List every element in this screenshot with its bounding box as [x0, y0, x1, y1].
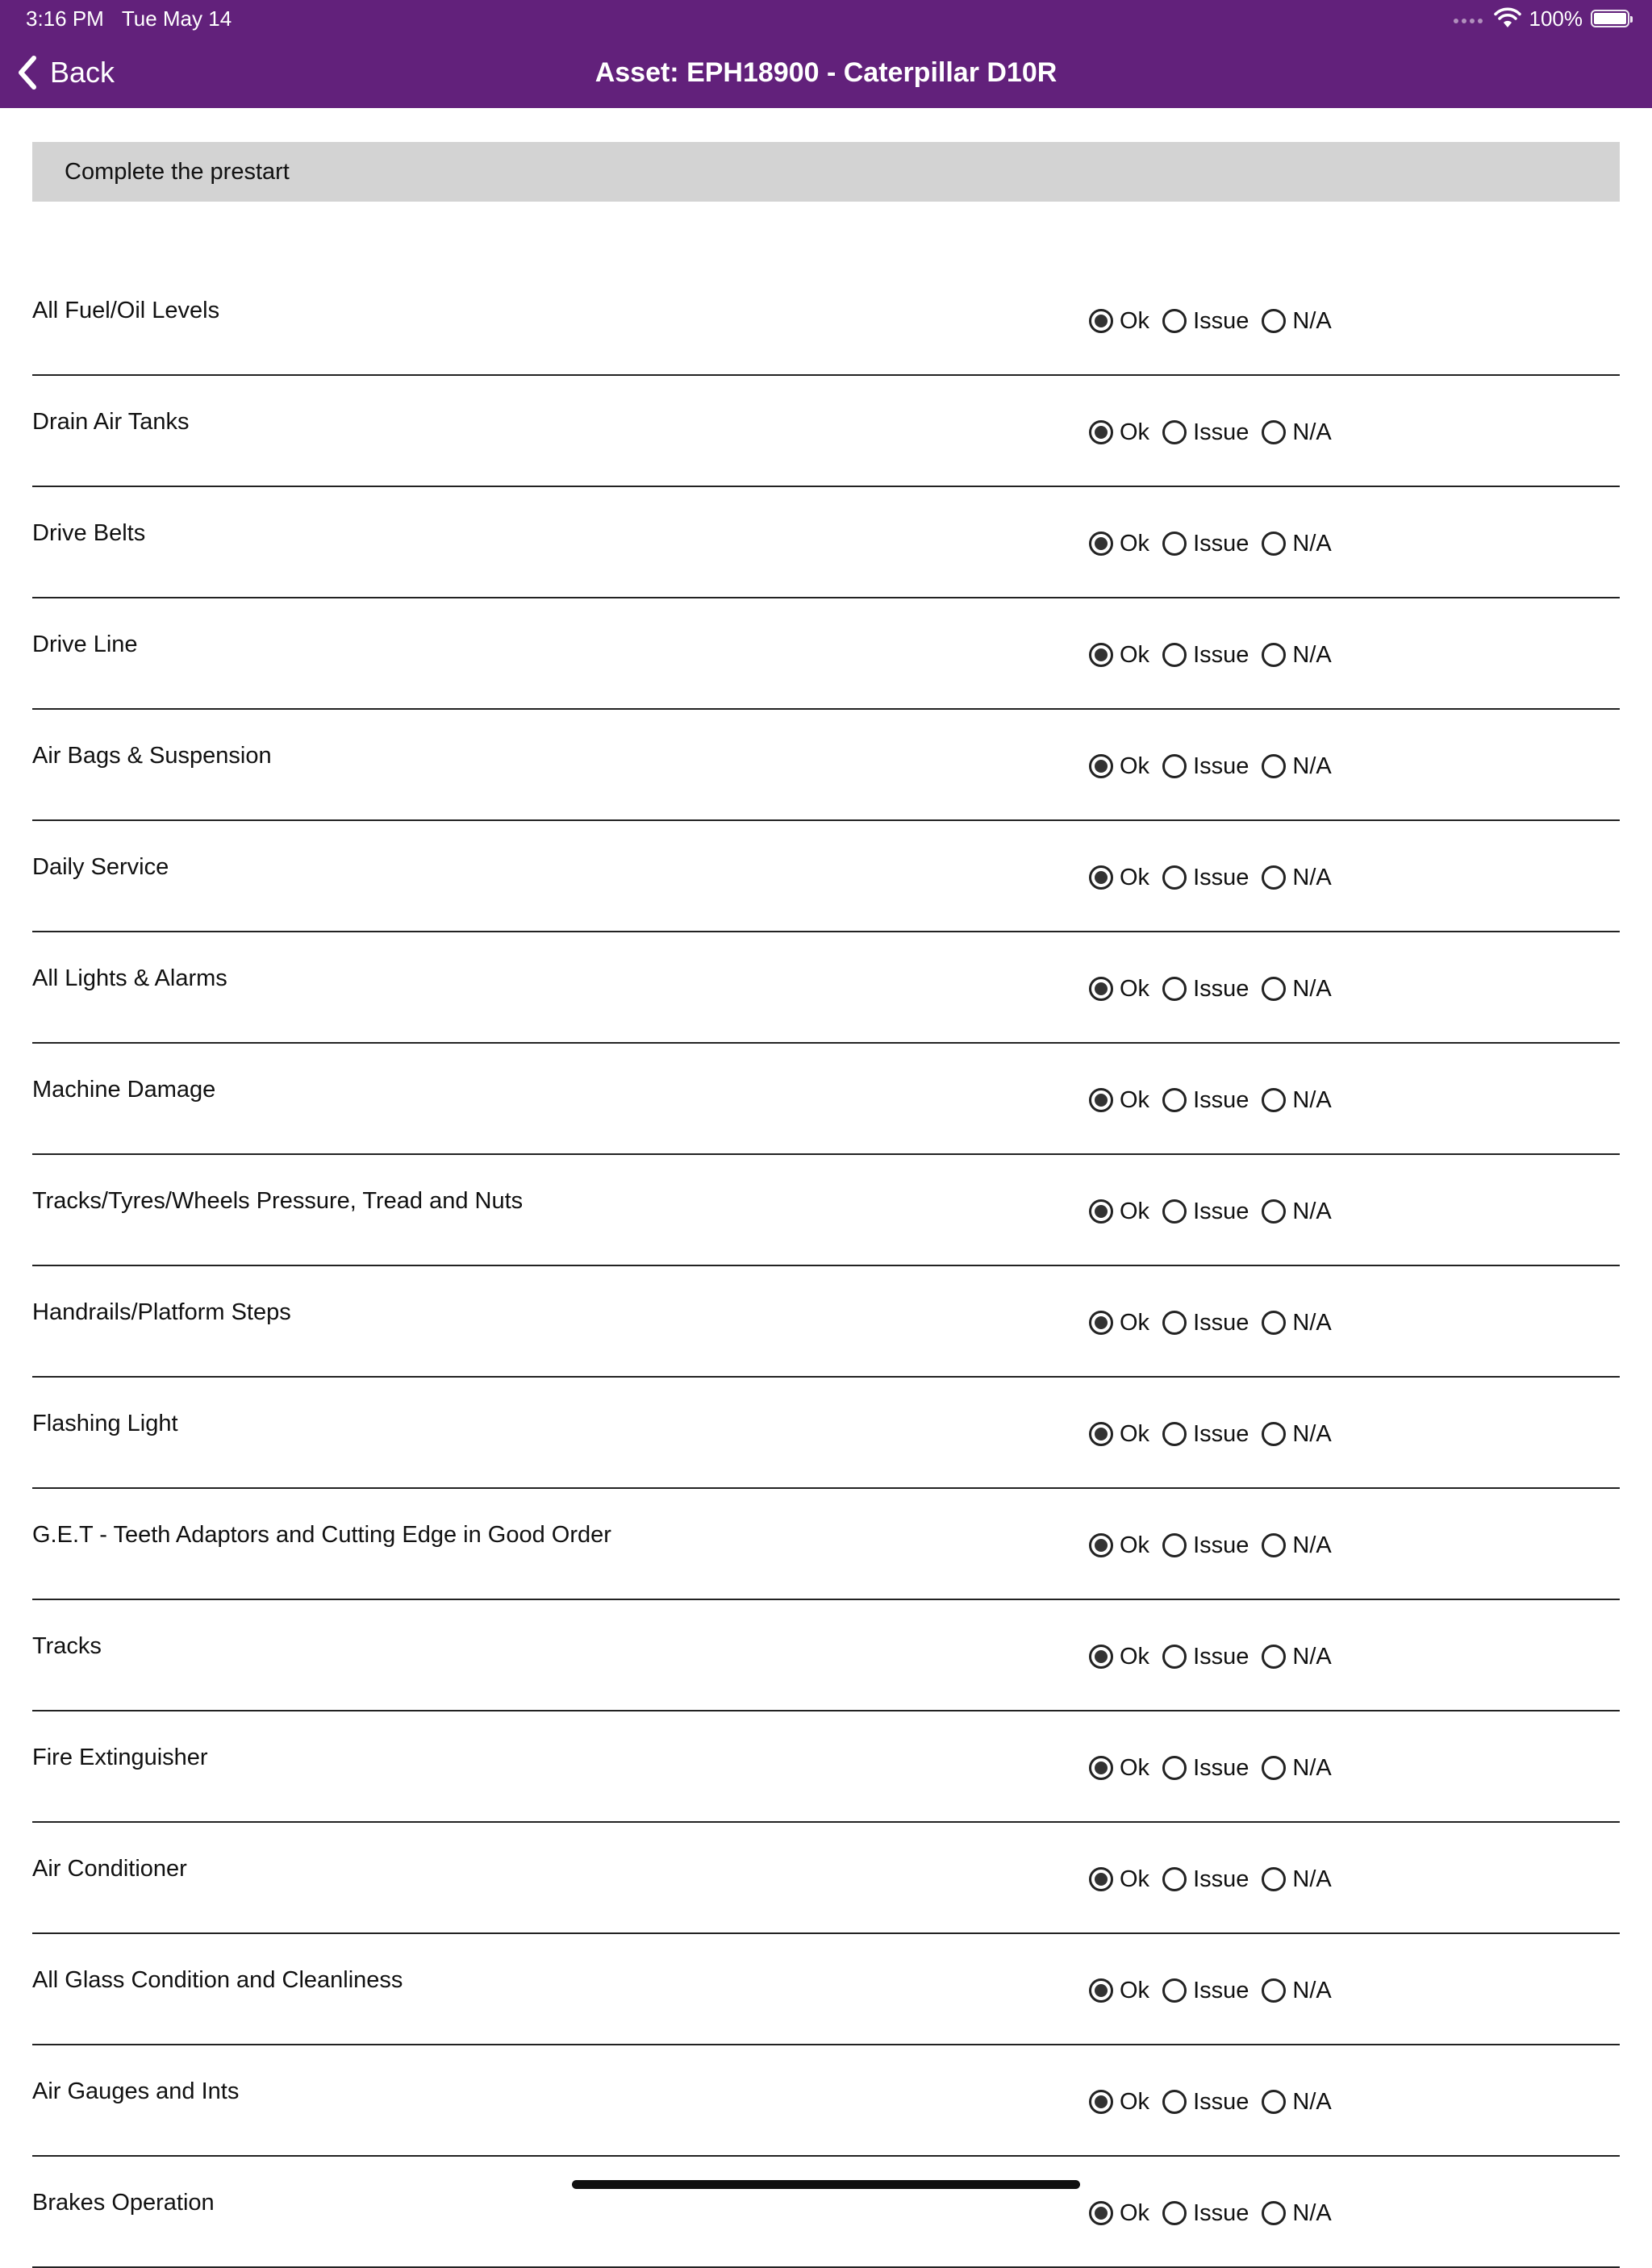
checklist-item-label: All Glass Condition and Cleanliness	[32, 1967, 403, 1993]
checklist-item-options	[1089, 2199, 1345, 2228]
checklist-row	[32, 821, 1620, 932]
back-button[interactable]	[16, 52, 115, 94]
checklist-item-label: All Fuel/Oil Levels	[32, 298, 220, 323]
radio-button-icon[interactable]	[1262, 1311, 1286, 1335]
checklist-row	[32, 1044, 1620, 1155]
radio-option-label: Ok	[1120, 976, 1150, 1002]
radio-option-na[interactable]	[1262, 1531, 1331, 1560]
radio-option-label: Issue	[1193, 753, 1249, 779]
checklist-row	[32, 598, 1620, 710]
radio-option-label: N/A	[1292, 976, 1332, 1002]
checklist-item-options	[1089, 1308, 1345, 1337]
checklist-row	[32, 487, 1620, 598]
radio-option-issue[interactable]	[1162, 1086, 1249, 1115]
checklist-item-label: Air Gauges and Ints	[32, 2078, 240, 2104]
back-label: Back	[50, 56, 115, 89]
page-title: Asset: EPH18900 - Caterpillar D10R	[594, 57, 1058, 88]
radio-button-icon[interactable]	[1162, 1088, 1187, 1112]
radio-option-ok[interactable]	[1089, 752, 1149, 781]
checklist-item-options	[1089, 1197, 1345, 1226]
checklist-item-options	[1089, 1531, 1345, 1560]
radio-button-icon[interactable]	[1262, 309, 1286, 333]
radio-option-label: N/A	[1292, 1421, 1332, 1447]
radio-button-icon[interactable]	[1262, 1867, 1286, 1891]
radio-button-icon[interactable]	[1162, 309, 1187, 333]
radio-button-icon[interactable]	[1089, 643, 1113, 667]
status-bar-left	[26, 6, 232, 31]
radio-button-icon[interactable]	[1089, 2201, 1113, 2225]
radio-option-issue[interactable]	[1162, 1420, 1249, 1449]
checklist-item-options	[1089, 1865, 1345, 1894]
radio-option-issue[interactable]	[1162, 863, 1249, 892]
checklist-item-label: All Lights & Alarms	[32, 965, 227, 991]
radio-option-na[interactable]	[1262, 1753, 1331, 1782]
radio-button-icon[interactable]	[1089, 1756, 1113, 1780]
radio-option-label: N/A	[1292, 1755, 1332, 1781]
radio-option-label: Issue	[1193, 976, 1249, 1002]
radio-option-label: Ok	[1120, 1199, 1150, 1224]
checklist-item-label: Tracks	[32, 1633, 102, 1659]
checklist-item-options	[1089, 529, 1345, 558]
radio-button-icon[interactable]	[1162, 1199, 1187, 1224]
radio-option-issue[interactable]	[1162, 1753, 1249, 1782]
checklist-item-label: Handrails/Platform Steps	[32, 1299, 291, 1325]
radio-option-label: Issue	[1193, 1310, 1249, 1336]
radio-option-issue[interactable]	[1162, 1642, 1249, 1671]
checklist-item-options	[1089, 974, 1345, 1003]
radio-button-icon[interactable]	[1162, 865, 1187, 890]
radio-option-label: N/A	[1292, 1644, 1332, 1670]
radio-button-icon[interactable]	[1262, 643, 1286, 667]
radio-option-label: N/A	[1292, 2200, 1332, 2226]
radio-option-label: N/A	[1292, 642, 1332, 668]
radio-option-label: Issue	[1193, 1421, 1249, 1447]
radio-option-label: Issue	[1193, 1644, 1249, 1670]
checklist-item-label: Fire Extinguisher	[32, 1745, 208, 1770]
radio-option-label: N/A	[1292, 531, 1332, 557]
checklist-row	[32, 1378, 1620, 1489]
radio-option-issue[interactable]	[1162, 1865, 1249, 1894]
checklist-item-options	[1089, 418, 1345, 447]
radio-option-label: N/A	[1292, 865, 1332, 890]
radio-option-ok[interactable]	[1089, 2087, 1149, 2116]
radio-option-ok[interactable]	[1089, 863, 1149, 892]
checklist-item-options	[1089, 1753, 1345, 1782]
checklist-row	[32, 1489, 1620, 1600]
signal-dots-icon	[1454, 14, 1483, 23]
instruction-banner: Complete the prestart	[32, 142, 1620, 202]
checklist-item-label: Air Conditioner	[32, 1856, 187, 1882]
checklist-item-options	[1089, 2087, 1345, 2116]
checklist-item-options	[1089, 1642, 1345, 1671]
radio-option-label: N/A	[1292, 1866, 1332, 1892]
radio-option-issue[interactable]	[1162, 418, 1249, 447]
radio-option-ok[interactable]	[1089, 1642, 1149, 1671]
radio-option-issue[interactable]	[1162, 752, 1249, 781]
checklist-item-options	[1089, 752, 1345, 781]
checklist-item-options	[1089, 1420, 1345, 1449]
radio-button-icon[interactable]	[1162, 1311, 1187, 1335]
radio-button-icon[interactable]	[1262, 1645, 1286, 1669]
radio-option-na[interactable]	[1262, 2087, 1331, 2116]
checklist-item-label: Drain Air Tanks	[32, 409, 190, 435]
radio-button-icon[interactable]	[1262, 865, 1286, 890]
checklist-row	[32, 2045, 1620, 2157]
radio-button-icon[interactable]	[1162, 1645, 1187, 1669]
radio-button-icon[interactable]	[1089, 1088, 1113, 1112]
radio-button-icon[interactable]	[1162, 1533, 1187, 1557]
radio-option-issue[interactable]	[1162, 1308, 1249, 1337]
radio-option-label: N/A	[1292, 753, 1332, 779]
wifi-icon	[1494, 8, 1521, 29]
radio-option-label: Issue	[1193, 531, 1249, 557]
radio-option-label: Issue	[1193, 642, 1249, 668]
status-date: Tue May 14	[121, 6, 232, 31]
radio-option-na[interactable]	[1262, 1308, 1331, 1337]
radio-button-icon[interactable]	[1089, 1422, 1113, 1446]
radio-option-issue[interactable]	[1162, 306, 1249, 336]
checklist-item-label: Air Bags & Suspension	[32, 743, 272, 769]
battery-percentage: 100%	[1529, 6, 1583, 31]
radio-button-icon[interactable]	[1162, 1422, 1187, 1446]
radio-option-ok[interactable]	[1089, 2199, 1149, 2228]
radio-option-issue[interactable]	[1162, 529, 1249, 558]
radio-option-na[interactable]	[1262, 752, 1331, 781]
radio-button-icon[interactable]	[1262, 977, 1286, 1001]
top-bar	[0, 0, 1652, 108]
radio-option-na[interactable]	[1262, 640, 1331, 669]
checklist-row	[32, 1711, 1620, 1823]
radio-option-ok[interactable]	[1089, 1197, 1149, 1226]
radio-option-label: N/A	[1292, 2089, 1332, 2115]
radio-option-label: N/A	[1292, 308, 1332, 334]
radio-option-na[interactable]	[1262, 2199, 1331, 2228]
radio-option-na[interactable]	[1262, 1976, 1331, 2005]
checklist-item-label: G.E.T - Teeth Adaptors and Cutting Edge in Good Order	[32, 1522, 611, 1548]
radio-option-ok[interactable]	[1089, 1420, 1149, 1449]
radio-option-label: Issue	[1193, 1199, 1249, 1224]
radio-option-label: Ok	[1120, 1087, 1150, 1113]
checklist-item-label: Brakes Operation	[32, 2190, 215, 2216]
radio-button-icon[interactable]	[1162, 643, 1187, 667]
radio-button-icon[interactable]	[1162, 1867, 1187, 1891]
radio-option-ok[interactable]	[1089, 1865, 1149, 1894]
radio-option-issue[interactable]	[1162, 1197, 1249, 1226]
checklist-item-label: Flashing Light	[32, 1411, 178, 1436]
radio-option-label: Ok	[1120, 1755, 1150, 1781]
radio-option-ok[interactable]	[1089, 306, 1149, 336]
radio-option-issue[interactable]	[1162, 640, 1249, 669]
radio-option-ok[interactable]	[1089, 1976, 1149, 2005]
checklist-item-options	[1089, 1086, 1345, 1115]
radio-button-icon[interactable]	[1262, 754, 1286, 778]
radio-button-icon[interactable]	[1162, 2201, 1187, 2225]
radio-option-label: Issue	[1193, 1866, 1249, 1892]
checklist-row	[32, 376, 1620, 487]
radio-button-icon[interactable]	[1262, 1088, 1286, 1112]
checklist-item-options	[1089, 640, 1345, 669]
radio-option-ok[interactable]	[1089, 640, 1149, 669]
radio-option-label: Ok	[1120, 419, 1150, 445]
checklist-item-label: Drive Line	[32, 632, 138, 657]
checklist-item-label: Drive Belts	[32, 520, 146, 546]
radio-option-ok[interactable]	[1089, 418, 1149, 447]
radio-option-na[interactable]	[1262, 974, 1331, 1003]
radio-option-label: Ok	[1120, 1978, 1150, 2003]
radio-option-issue[interactable]	[1162, 1531, 1249, 1560]
radio-button-icon[interactable]	[1162, 1978, 1187, 2003]
radio-option-label: Ok	[1120, 642, 1150, 668]
radio-option-label: Ok	[1120, 1310, 1150, 1336]
radio-option-na[interactable]	[1262, 306, 1331, 336]
checklist-item-options	[1089, 1976, 1345, 2005]
radio-option-label: Issue	[1193, 2089, 1249, 2115]
radio-option-label: Ok	[1120, 1532, 1150, 1558]
radio-button-icon[interactable]	[1089, 754, 1113, 778]
radio-button-icon[interactable]	[1262, 2201, 1286, 2225]
checklist-row	[32, 2157, 1620, 2268]
radio-option-ok[interactable]	[1089, 1086, 1149, 1115]
checklist-item-label: Machine Damage	[32, 1077, 216, 1103]
checklist-item-label: Tracks/Tyres/Wheels Pressure, Tread and Nuts	[32, 1188, 524, 1214]
radio-option-ok[interactable]	[1089, 1308, 1149, 1337]
radio-option-label: Ok	[1120, 753, 1150, 779]
radio-button-icon[interactable]	[1162, 1756, 1187, 1780]
radio-option-label: Issue	[1193, 865, 1249, 890]
checklist-item-options	[1089, 863, 1345, 892]
checklist-row	[32, 1934, 1620, 2045]
radio-option-issue[interactable]	[1162, 1976, 1249, 2005]
radio-option-ok[interactable]	[1089, 974, 1149, 1003]
radio-button-icon[interactable]	[1089, 1199, 1113, 1224]
radio-option-na[interactable]	[1262, 1865, 1331, 1894]
checklist-row	[32, 932, 1620, 1044]
radio-button-icon[interactable]	[1089, 1645, 1113, 1669]
radio-option-label: Issue	[1193, 1978, 1249, 2003]
radio-option-label: N/A	[1292, 1310, 1332, 1336]
radio-button-icon[interactable]	[1089, 1867, 1113, 1891]
radio-option-label: N/A	[1292, 1978, 1332, 2003]
radio-button-icon[interactable]	[1162, 2090, 1187, 2114]
radio-button-icon[interactable]	[1262, 1756, 1286, 1780]
radio-button-icon[interactable]	[1262, 1422, 1286, 1446]
radio-button-icon[interactable]	[1262, 420, 1286, 444]
radio-option-ok[interactable]	[1089, 1753, 1149, 1782]
checklist-row	[32, 1823, 1620, 1934]
radio-option-na[interactable]	[1262, 529, 1331, 558]
chevron-left-icon	[16, 55, 39, 90]
radio-option-label: N/A	[1292, 1532, 1332, 1558]
radio-option-label: Ok	[1120, 1421, 1150, 1447]
checklist-row	[32, 1155, 1620, 1266]
radio-button-icon[interactable]	[1162, 754, 1187, 778]
radio-button-icon[interactable]	[1262, 532, 1286, 556]
radio-option-na[interactable]	[1262, 1420, 1331, 1449]
checklist-row	[32, 1600, 1620, 1711]
radio-option-label: Issue	[1193, 1087, 1249, 1113]
radio-button-icon[interactable]	[1162, 420, 1187, 444]
radio-option-issue[interactable]	[1162, 2199, 1249, 2228]
radio-option-label: N/A	[1292, 1199, 1332, 1224]
radio-option-label: Ok	[1120, 865, 1150, 890]
checklist-row	[32, 265, 1620, 376]
radio-button-icon[interactable]	[1089, 977, 1113, 1001]
battery-icon	[1591, 10, 1629, 27]
radio-option-ok[interactable]	[1089, 529, 1149, 558]
radio-button-icon[interactable]	[1089, 865, 1113, 890]
radio-button-icon[interactable]	[1089, 2090, 1113, 2114]
radio-option-label: N/A	[1292, 419, 1332, 445]
radio-option-issue[interactable]	[1162, 974, 1249, 1003]
radio-button-icon[interactable]	[1089, 309, 1113, 333]
status-time: 3:16 PM	[26, 6, 104, 31]
radio-button-icon[interactable]	[1089, 1311, 1113, 1335]
radio-option-na[interactable]	[1262, 1086, 1331, 1115]
radio-option-label: N/A	[1292, 1087, 1332, 1113]
radio-button-icon[interactable]	[1262, 1978, 1286, 2003]
radio-option-na[interactable]	[1262, 863, 1331, 892]
radio-button-icon[interactable]	[1262, 1533, 1286, 1557]
prestart-checklist	[32, 265, 1620, 2268]
radio-option-label: Issue	[1193, 1755, 1249, 1781]
status-bar-right	[1454, 6, 1630, 31]
radio-button-icon[interactable]	[1162, 532, 1187, 556]
radio-button-icon[interactable]	[1089, 420, 1113, 444]
radio-option-na[interactable]	[1262, 418, 1331, 447]
checklist-row	[32, 710, 1620, 821]
radio-button-icon[interactable]	[1089, 1978, 1113, 2003]
radio-option-label: Issue	[1193, 2200, 1249, 2226]
checklist-item-options	[1089, 306, 1345, 336]
radio-option-label: Ok	[1120, 1644, 1150, 1670]
radio-option-label: Issue	[1193, 308, 1249, 334]
radio-button-icon[interactable]	[1089, 532, 1113, 556]
radio-option-label: Ok	[1120, 2089, 1150, 2115]
radio-button-icon[interactable]	[1089, 1533, 1113, 1557]
radio-option-label: Ok	[1120, 1866, 1150, 1892]
home-indicator[interactable]	[572, 2180, 1080, 2189]
checklist-item-label: Daily Service	[32, 854, 169, 880]
radio-option-label: Ok	[1120, 308, 1150, 334]
radio-option-label: Ok	[1120, 531, 1150, 557]
radio-option-na[interactable]	[1262, 1642, 1331, 1671]
radio-option-na[interactable]	[1262, 1197, 1331, 1226]
radio-button-icon[interactable]	[1262, 1199, 1286, 1224]
radio-option-label: Ok	[1120, 2200, 1150, 2226]
radio-option-ok[interactable]	[1089, 1531, 1149, 1560]
radio-button-icon[interactable]	[1262, 2090, 1286, 2114]
checklist-row	[32, 1266, 1620, 1378]
radio-option-label: Issue	[1193, 419, 1249, 445]
radio-option-label: Issue	[1193, 1532, 1249, 1558]
radio-option-issue[interactable]	[1162, 2087, 1249, 2116]
radio-button-icon[interactable]	[1162, 977, 1187, 1001]
